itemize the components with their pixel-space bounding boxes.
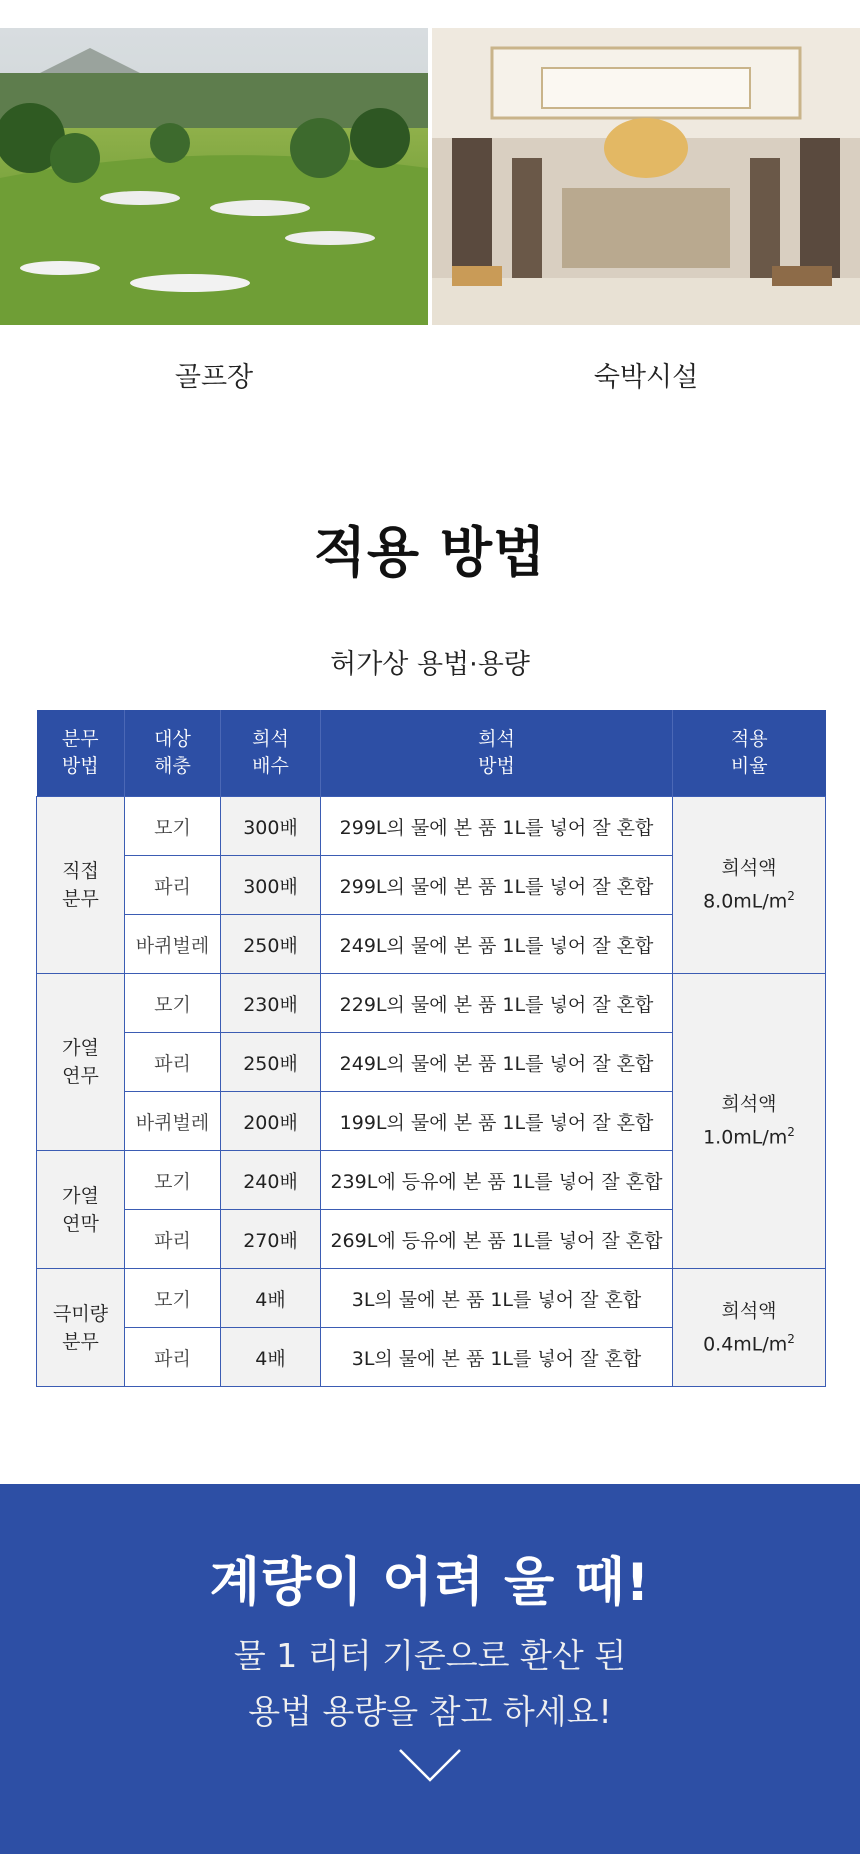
method-cell: 299L의 물에 본 품 1L를 넣어 잘 혼합 <box>321 797 673 856</box>
method-cell: 249L의 물에 본 품 1L를 넣어 잘 혼합 <box>321 915 673 974</box>
rate-cell: 희석액 $0.4mL/m^2$ <box>673 1269 826 1387</box>
banner-text-line-2: 용법 용량을 참고 하세요! <box>248 1692 612 1731</box>
method-cell: 3L의 물에 본 품 1L를 넣어 잘 혼합 <box>321 1269 673 1328</box>
pest-cell: 모기 <box>125 1269 221 1328</box>
pest-cell: 모기 <box>125 1151 221 1210</box>
group-heat-smoke: 가열 연막 <box>37 1151 125 1269</box>
rate-cell: 희석액 $8.0mL/m^2$ <box>673 797 826 974</box>
method-cell: 199L의 물에 본 품 1L를 넣어 잘 혼합 <box>321 1092 673 1151</box>
ratio-cell: 240배 <box>221 1151 321 1210</box>
group-ultra-low-volume: 극미량 분무 <box>37 1269 125 1387</box>
golf-course-photo <box>0 28 428 325</box>
table-row <box>37 974 826 1033</box>
ratio-cell: 250배 <box>221 915 321 974</box>
banner-headline: 계량이 어려 울 때! <box>209 1553 651 1613</box>
pest-cell: 모기 <box>125 797 221 856</box>
header-spray-method: 분무 방법 <box>37 710 125 797</box>
header-target-pest: 대상 해충 <box>125 710 221 797</box>
pest-cell: 파리 <box>125 1210 221 1269</box>
ratio-cell: 270배 <box>221 1210 321 1269</box>
golf-course-caption: 골프장 <box>174 362 254 393</box>
pest-cell: 바퀴벌레 <box>125 915 221 974</box>
pest-cell: 모기 <box>125 974 221 1033</box>
ratio-cell: 200배 <box>221 1092 321 1151</box>
group-direct-spray: 직접 분무 <box>37 797 125 974</box>
method-cell: 299L의 물에 본 품 1L를 넣어 잘 혼합 <box>321 856 673 915</box>
method-cell: 249L의 물에 본 품 1L를 넣어 잘 혼합 <box>321 1033 673 1092</box>
measurement-banner <box>0 1484 860 1854</box>
pest-cell: 파리 <box>125 1328 221 1387</box>
hotel-caption: 숙박시설 <box>593 362 699 393</box>
chevron-down-icon[interactable] <box>398 1746 462 1786</box>
banner-text-line-1: 물 1 리터 기준으로 환산 된 <box>233 1636 627 1675</box>
usage-table <box>36 710 826 1387</box>
pest-cell: 파리 <box>125 1033 221 1092</box>
photo-row <box>0 0 860 325</box>
method-cell: 229L의 물에 본 품 1L를 넣어 잘 혼합 <box>321 974 673 1033</box>
header-dilution-ratio: 희석 배수 <box>221 710 321 797</box>
header-dilution-method: 희석 방법 <box>321 710 673 797</box>
group-heat-fog: 가열 연무 <box>37 974 125 1151</box>
hotel-lobby-photo <box>432 28 860 325</box>
method-cell: 269L에 등유에 본 품 1L를 넣어 잘 혼합 <box>321 1210 673 1269</box>
header-application-rate: 적용 비율 <box>673 710 826 797</box>
rate-cell: 희석액 $1.0mL/m^2$ <box>673 974 826 1269</box>
section-subtitle: 허가상 용법·용량 <box>330 649 530 680</box>
table-row <box>37 797 826 856</box>
ratio-cell: 300배 <box>221 856 321 915</box>
ratio-cell: 230배 <box>221 974 321 1033</box>
ratio-cell: 4배 <box>221 1269 321 1328</box>
ratio-cell: 250배 <box>221 1033 321 1092</box>
method-cell: 3L의 물에 본 품 1L를 넣어 잘 혼합 <box>321 1328 673 1387</box>
pest-cell: 파리 <box>125 856 221 915</box>
section-title: 적용 방법 <box>313 521 547 584</box>
ratio-cell: 4배 <box>221 1328 321 1387</box>
pest-cell: 바퀴벌레 <box>125 1092 221 1151</box>
method-cell: 239L에 등유에 본 품 1L를 넣어 잘 혼합 <box>321 1151 673 1210</box>
ratio-cell: 300배 <box>221 797 321 856</box>
table-row <box>37 1269 826 1328</box>
table-header-row <box>37 710 826 797</box>
